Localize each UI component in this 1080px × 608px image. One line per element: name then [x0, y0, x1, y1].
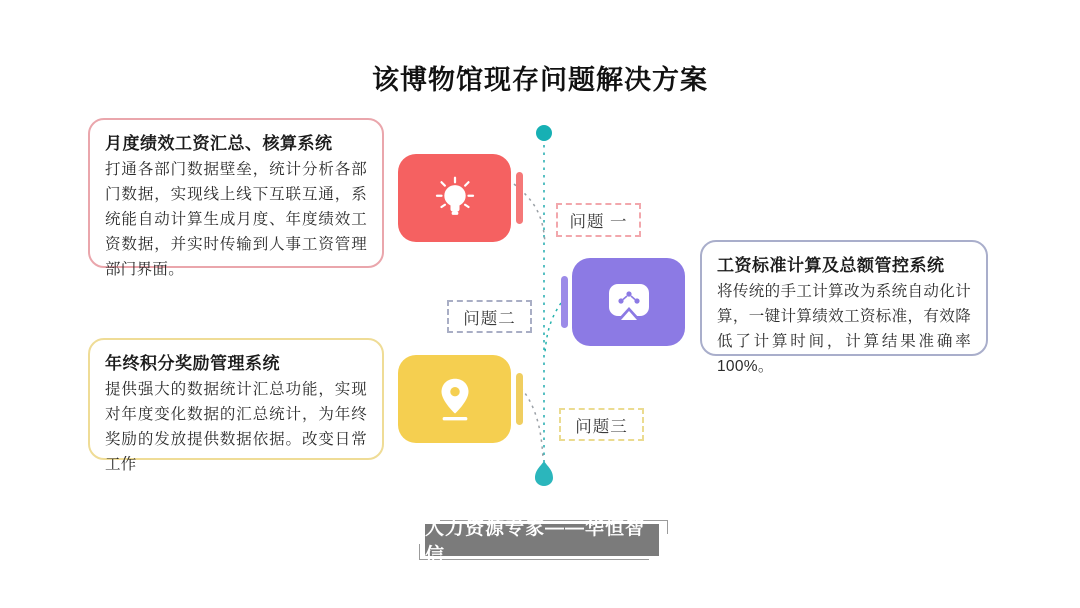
- info-box-monthly-body: 打通各部门数据壁垒，统计分析各部门数据，实现线上线下互联互通，系统能自动计算生成月度、年度绩效工资数据，并实时传输到人事工资管理部门界面。: [105, 161, 367, 278]
- info-box-monthly-system: [88, 118, 384, 278]
- share-photo-icon: [601, 278, 657, 326]
- label-problem-2: 问题二: [447, 300, 532, 333]
- timeline-end-dot: [535, 461, 553, 486]
- info-box-yearend-system: [88, 338, 384, 473]
- card-problem2-tab: [561, 276, 568, 328]
- lightbulb-icon: [428, 171, 482, 225]
- info-box-yearend-title: 年终积分奖励管理系统: [105, 354, 280, 373]
- info-box-salary-body: 将传统的手工计算改为系统自动化计算，一键计算绩效工资标准，有效降低了计算时间，计算结果准确率100%。: [717, 283, 971, 375]
- info-box-monthly-title: 月度绩效工资汇总、核算系统: [105, 134, 333, 153]
- timeline-start-dot: [536, 125, 552, 141]
- card-problem1-tab: [516, 172, 523, 224]
- page-title: 该博物馆现存问题解决方案: [372, 65, 708, 95]
- info-box-salary-system: [700, 240, 988, 375]
- label-problem-3: 问题三: [559, 408, 644, 441]
- info-box-yearend-body: 提供强大的数据统计汇总功能，实现对年度变化数据的汇总统计，为年终奖励的发放提供数据依据。改变日常工作: [105, 381, 367, 473]
- card-problem3: [398, 355, 511, 443]
- footer-brand-banner: 人力资源专家——华恒智信: [425, 524, 659, 556]
- info-box-salary-title: 工资标准计算及总额管控系统: [717, 256, 945, 275]
- label-problem-1: 问题 一: [556, 203, 641, 237]
- card-problem3-tab: [516, 373, 523, 425]
- connector-problem2: [545, 303, 561, 352]
- location-pin-icon: [428, 372, 482, 426]
- card-problem1: [398, 154, 511, 242]
- connector-problem3: [521, 388, 543, 460]
- card-problem2: [572, 258, 685, 346]
